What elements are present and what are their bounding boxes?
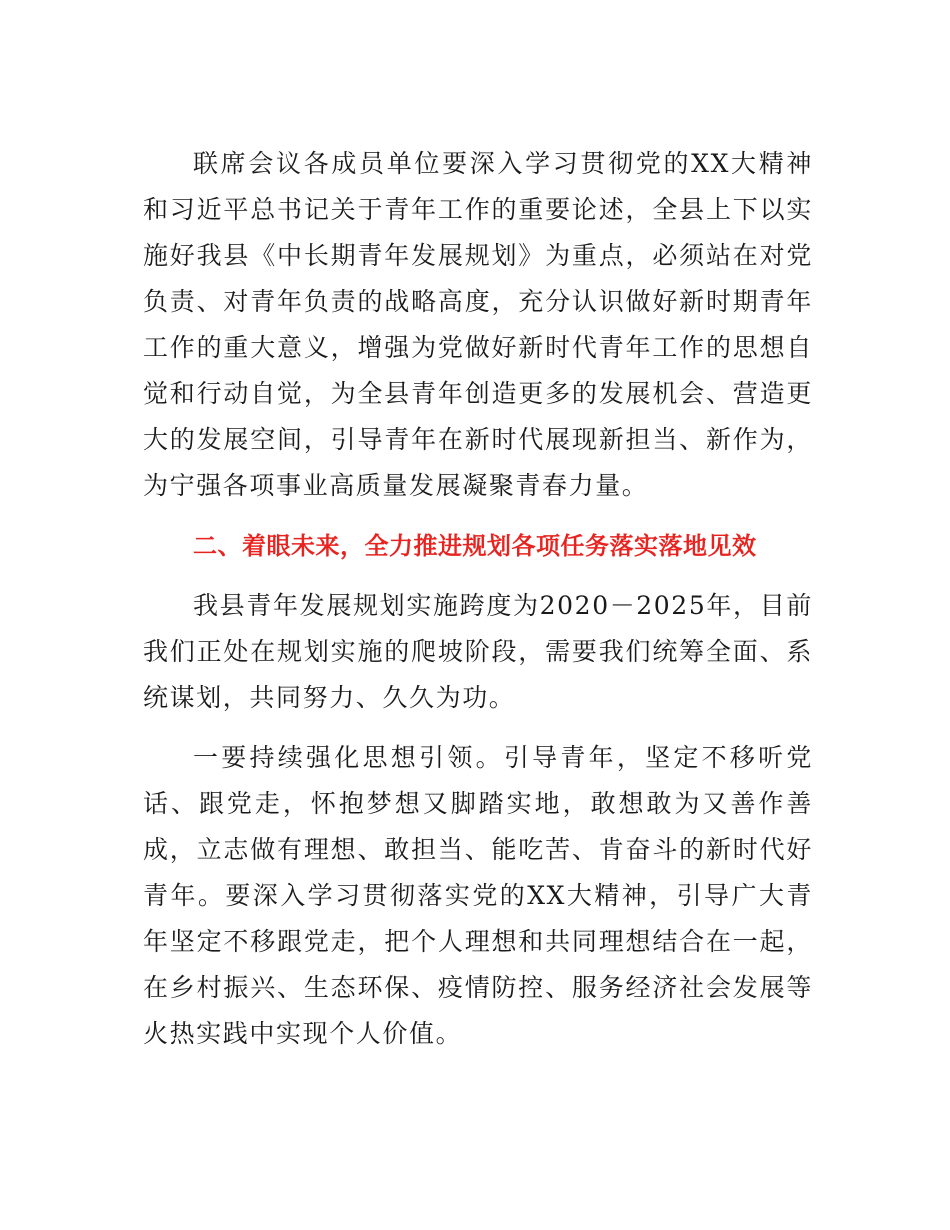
section-heading: 二、着眼未来，全力推进规划各项任务落实落地见效: [193, 532, 757, 560]
paragraph-1: 联席会议各成员单位要深入学习贯彻党的XX大精神和习近平总书记关于青年工作的重要论述，全县上下以实施好我县《中长期青年发展规划》为重点，必须站在对党负责、对青年负责的战略高度，充分认识做好新时期青年工作的重大意义，增强为党做好新时代青年工作的思想自觉和行动自觉，为全县青年创造更多的发展机会、营造更大的发展空间，引导青年在新时代展现新担当、新作为，为宁强各项事业高质量发展凝聚青春力量。: [143, 149, 813, 500]
paragraph-2: 我县青年发展规划实施跨度为2020－2025年，目前我们正处在规划实施的爬坡阶段，需要我们统筹全面、系统谋划，共同努力、久久为功。: [143, 591, 813, 712]
document-body: [143, 141, 813, 1057]
paragraph-3: 一要持续强化思想引领。引导青年，坚定不移听党话、跟党走，怀抱梦想又脚踏实地，敢想敢为又善作善成，立志做有理想、敢担当、能吃苦、肯奋斗的新时代好青年。要深入学习贯彻落实党的XX大精神，引导广大青年坚定不移跟党走，把个人理想和共同理想结合在一起，在乡村振兴、生态环保、疫情防控、服务经济社会发展等火热实践中实现个人价值。: [143, 743, 813, 1048]
